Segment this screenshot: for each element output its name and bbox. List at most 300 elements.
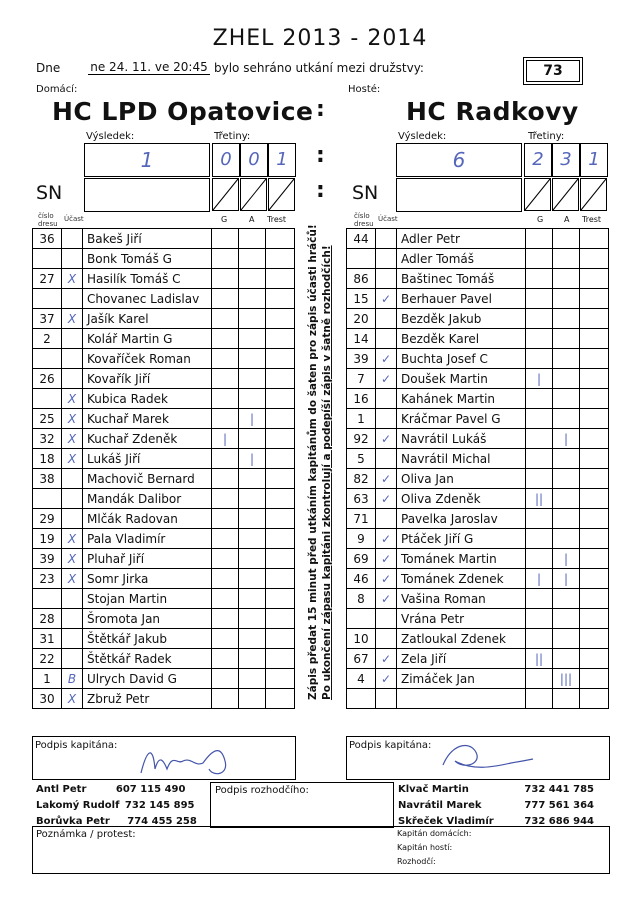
away-player-row	[347, 389, 609, 409]
player-number	[33, 249, 62, 269]
goals	[526, 609, 553, 629]
penalty	[580, 269, 609, 289]
assists	[553, 589, 580, 609]
player-name: Bezděk Karel	[397, 329, 526, 349]
attendance-mark	[62, 629, 83, 649]
home-col-dres: číslo dresu	[38, 212, 58, 228]
player-name: Pluhař Jiří	[83, 549, 212, 569]
player-name: Tománek Zdenek	[397, 569, 526, 589]
player-name: Kolář Martin G	[83, 329, 212, 349]
assists	[553, 489, 580, 509]
colon-separator: :	[316, 97, 325, 122]
assists	[239, 389, 266, 409]
player-number: 69	[347, 549, 376, 569]
player-name: Berhauer Pavel	[397, 289, 526, 309]
attendance-mark: ✓	[376, 469, 397, 489]
player-number: 46	[347, 569, 376, 589]
player-number: 23	[33, 569, 62, 589]
goals	[526, 469, 553, 489]
goals	[526, 529, 553, 549]
assists	[239, 289, 266, 309]
away-roster-table	[346, 228, 609, 709]
player-number: 7	[347, 369, 376, 389]
attendance-mark: X	[62, 429, 83, 449]
assists	[553, 289, 580, 309]
home-result-value: 1	[140, 148, 154, 172]
attendance-mark	[62, 249, 83, 269]
penalty	[580, 449, 609, 469]
attendance-mark	[376, 509, 397, 529]
player-number: 44	[347, 229, 376, 249]
penalty	[580, 609, 609, 629]
player-number: 32	[33, 429, 62, 449]
form-title: ZHEL 2013 - 2014	[212, 26, 428, 51]
assists	[239, 469, 266, 489]
home-periods-label: Třetiny:	[214, 131, 251, 142]
player-number: 9	[347, 529, 376, 549]
attendance-mark	[376, 229, 397, 249]
assists	[239, 589, 266, 609]
player-number	[347, 249, 376, 269]
player-name: Šromota Jan	[83, 609, 212, 629]
assists	[553, 689, 580, 709]
player-number: 28	[33, 609, 62, 629]
referee-sig-label: Podpis rozhodčího:	[215, 785, 309, 796]
assists	[239, 529, 266, 549]
goals	[526, 249, 553, 269]
goals	[526, 449, 553, 469]
attendance-mark: X	[62, 549, 83, 569]
note-protest-box	[32, 826, 610, 874]
assists	[553, 349, 580, 369]
assists	[553, 409, 580, 429]
home-player-row	[33, 509, 295, 529]
penalty	[580, 409, 609, 429]
player-number: 26	[33, 369, 62, 389]
away-team-name: HC Radkovy	[406, 97, 579, 126]
goals: |	[212, 429, 239, 449]
assists	[553, 329, 580, 349]
home-player-row	[33, 669, 295, 689]
player-number	[33, 489, 62, 509]
player-name: Bonk Tomáš G	[83, 249, 212, 269]
penalty	[580, 349, 609, 369]
goals: |	[526, 569, 553, 589]
player-name: Bakeš Jiří	[83, 229, 212, 249]
assists	[553, 649, 580, 669]
attendance-mark	[62, 469, 83, 489]
penalty	[266, 329, 295, 349]
attendance-mark: ✓	[376, 529, 397, 549]
assists	[239, 689, 266, 709]
home-captain-signature	[133, 739, 253, 779]
penalty	[580, 509, 609, 529]
attendance-mark: ✓	[376, 349, 397, 369]
away-player-row	[347, 529, 609, 549]
attendance-mark: X	[62, 389, 83, 409]
player-number: 92	[347, 429, 376, 449]
away-result-label: Výsledek:	[398, 131, 447, 142]
assists: |	[553, 569, 580, 589]
home-player-row	[33, 649, 295, 669]
assists	[553, 269, 580, 289]
goals: |	[526, 369, 553, 389]
player-number: 15	[347, 289, 376, 309]
player-number: 71	[347, 509, 376, 529]
home-player-row	[33, 489, 295, 509]
assists	[239, 229, 266, 249]
player-name: Chovanec Ladislav	[83, 289, 212, 309]
right-contacts	[398, 782, 594, 830]
player-name: Kovaříček Roman	[83, 349, 212, 369]
home-player-row	[33, 389, 295, 409]
attendance-mark	[62, 609, 83, 629]
player-name: Kuchař Marek	[83, 409, 212, 429]
penalty	[266, 449, 295, 469]
attendance-mark	[376, 689, 397, 709]
player-name: Vašina Roman	[397, 589, 526, 609]
away-col-a: A	[564, 215, 570, 224]
penalty	[266, 589, 295, 609]
penalty	[580, 289, 609, 309]
home-sn-periods	[212, 178, 296, 212]
attendance-mark: X	[62, 309, 83, 329]
penalty	[266, 289, 295, 309]
penalty	[266, 429, 295, 449]
attendance-mark: ✓	[376, 489, 397, 509]
referee-signature-box	[210, 782, 394, 828]
player-name	[397, 689, 526, 709]
player-number: 10	[347, 629, 376, 649]
goals	[212, 289, 239, 309]
assists	[553, 609, 580, 629]
home-captain-sig-label: Podpis kapitána:	[35, 740, 118, 751]
home-captain-signature-box	[32, 736, 296, 780]
away-player-row	[347, 229, 609, 249]
player-number: 19	[33, 529, 62, 549]
assists	[553, 529, 580, 549]
player-number	[33, 349, 62, 369]
away-sn-box	[396, 178, 522, 212]
goals	[212, 489, 239, 509]
away-player-row	[347, 489, 609, 509]
away-player-row	[347, 369, 609, 389]
player-name: Štětkář Radek	[83, 649, 212, 669]
penalty	[266, 669, 295, 689]
assists	[239, 569, 266, 589]
home-result-box	[84, 143, 210, 177]
away-sn-label: SN	[352, 182, 379, 204]
player-name: Ulrych David G	[83, 669, 212, 689]
away-col-g: G	[537, 215, 544, 224]
home-col-a: A	[249, 215, 255, 224]
home-player-row	[33, 569, 295, 589]
penalty	[580, 309, 609, 329]
player-number: 37	[33, 309, 62, 329]
final-signatures: Kapitán domácích: Kapitán hostí: Rozhodčí:	[397, 829, 472, 866]
player-name: Vrána Petr	[397, 609, 526, 629]
assists	[553, 469, 580, 489]
assists	[239, 629, 266, 649]
goals	[212, 349, 239, 369]
player-name: Oliva Zdeněk	[397, 489, 526, 509]
player-name: Zbruž Petr	[83, 689, 212, 709]
goals	[212, 449, 239, 469]
home-player-row	[33, 329, 295, 349]
attendance-mark: X	[62, 689, 83, 709]
attendance-mark	[62, 369, 83, 389]
attendance-mark	[376, 329, 397, 349]
player-name: Pala Vladimír	[83, 529, 212, 549]
penalty	[580, 489, 609, 509]
attendance-mark	[62, 509, 83, 529]
attendance-mark	[376, 449, 397, 469]
away-player-row	[347, 449, 609, 469]
attendance-mark: ✓	[376, 669, 397, 689]
player-name: Zatloukal Zdenek	[397, 629, 526, 649]
attendance-mark	[376, 309, 397, 329]
penalty	[580, 389, 609, 409]
played-text: bylo sehráno utkání mezi družstvy:	[214, 61, 424, 75]
player-name: Kráčmar Pavel G	[397, 409, 526, 429]
goals	[526, 429, 553, 449]
player-number: 1	[33, 669, 62, 689]
goals	[526, 409, 553, 429]
away-player-row	[347, 309, 609, 329]
penalty	[266, 629, 295, 649]
away-player-row	[347, 549, 609, 569]
attendance-mark	[62, 589, 83, 609]
assists	[553, 509, 580, 529]
assists	[239, 349, 266, 369]
away-captain-sig-label: Podpis kapitána:	[349, 740, 432, 751]
penalty	[266, 249, 295, 269]
away-player-row	[347, 689, 609, 709]
away-period-2: 3	[552, 143, 580, 177]
penalty	[266, 469, 295, 489]
player-name: Jašík Karel	[83, 309, 212, 329]
penalty	[266, 509, 295, 529]
away-player-row	[347, 329, 609, 349]
vertical-note-line1: Zápis předat 15 minut před utkáním kapitánům do šaten pro zápis účasti hráčů!	[307, 224, 319, 700]
assists: |	[239, 449, 266, 469]
home-col-trest: Trest	[267, 215, 287, 224]
player-number: 4	[347, 669, 376, 689]
home-sn-box	[84, 178, 210, 212]
player-name: Buchta Josef C	[397, 349, 526, 369]
attendance-mark	[62, 649, 83, 669]
assists	[239, 489, 266, 509]
player-name: Lukáš Jiří	[83, 449, 212, 469]
home-player-row	[33, 589, 295, 609]
penalty	[580, 369, 609, 389]
vertical-instructions	[306, 224, 334, 700]
goals: ||	[526, 649, 553, 669]
player-number: 31	[33, 629, 62, 649]
goals	[212, 649, 239, 669]
away-player-row	[347, 289, 609, 309]
note-protest-label: Poznámka / protest:	[36, 829, 136, 840]
attendance-mark: X	[62, 269, 83, 289]
away-col-ucast: Účast	[378, 215, 398, 223]
home-player-row	[33, 349, 295, 369]
player-number	[33, 389, 62, 409]
assists	[239, 309, 266, 329]
home-period-3: 1	[268, 143, 296, 177]
goals	[212, 669, 239, 689]
home-player-row	[33, 409, 295, 429]
attendance-mark	[62, 489, 83, 509]
assists	[239, 509, 266, 529]
home-player-row	[33, 289, 295, 309]
player-number: 27	[33, 269, 62, 289]
goals	[212, 369, 239, 389]
player-number: 16	[347, 389, 376, 409]
goals	[526, 329, 553, 349]
away-periods-label: Třetiny:	[528, 131, 565, 142]
penalty	[580, 589, 609, 609]
player-name: Ptáček Jiří G	[397, 529, 526, 549]
attendance-mark: X	[62, 449, 83, 469]
away-player-row	[347, 589, 609, 609]
attendance-mark	[62, 349, 83, 369]
goals	[212, 509, 239, 529]
player-name: Doušek Martin	[397, 369, 526, 389]
goals	[526, 629, 553, 649]
goals	[212, 689, 239, 709]
player-number: 30	[33, 689, 62, 709]
goals	[526, 689, 553, 709]
home-player-row	[33, 629, 295, 649]
left-contacts	[36, 782, 197, 830]
goals	[526, 289, 553, 309]
assists	[239, 329, 266, 349]
assists	[553, 249, 580, 269]
penalty	[580, 629, 609, 649]
home-period-2: 0	[240, 143, 268, 177]
goals	[526, 549, 553, 569]
goals	[212, 529, 239, 549]
penalty	[266, 349, 295, 369]
player-name: Kahánek Martin	[397, 389, 526, 409]
goals: ||	[526, 489, 553, 509]
attendance-mark	[376, 269, 397, 289]
vertical-note-line2: Po ukončení zápasu kapitáni zkontrolují a podepíší zápis v šatně rozhodčích!	[321, 245, 333, 700]
home-period-1: 0	[212, 143, 240, 177]
home-roster-table	[32, 228, 295, 709]
home-player-row	[33, 269, 295, 289]
away-result-value: 6	[452, 148, 466, 172]
goals	[212, 609, 239, 629]
player-name: Štětkář Jakub	[83, 629, 212, 649]
contact-row: Antl Petr 607 115 490	[36, 784, 186, 795]
attendance-mark	[62, 329, 83, 349]
assists: |	[553, 429, 580, 449]
penalty	[580, 549, 609, 569]
attendance-mark: ✓	[376, 649, 397, 669]
away-captain-signature	[433, 737, 543, 777]
home-player-row	[33, 369, 295, 389]
player-number: 25	[33, 409, 62, 429]
attendance-mark: X	[62, 529, 83, 549]
home-label: Domácí:	[36, 84, 78, 95]
away-col-dres: číslo dresu	[354, 212, 374, 228]
assists	[239, 549, 266, 569]
penalty	[266, 689, 295, 709]
player-number	[33, 589, 62, 609]
penalty	[580, 249, 609, 269]
away-player-row	[347, 249, 609, 269]
away-player-row	[347, 349, 609, 369]
goals	[212, 469, 239, 489]
player-number: 29	[33, 509, 62, 529]
player-number: 39	[347, 349, 376, 369]
away-player-row	[347, 469, 609, 489]
attendance-mark	[376, 409, 397, 429]
goals	[526, 349, 553, 369]
player-number: 5	[347, 449, 376, 469]
away-player-row	[347, 609, 609, 629]
player-number: 82	[347, 469, 376, 489]
player-name: Somr Jirka	[83, 569, 212, 589]
attendance-mark	[62, 289, 83, 309]
attendance-mark: X	[62, 409, 83, 429]
contact-row: Navrátil Marek 777 561 364	[398, 800, 594, 811]
penalty	[266, 229, 295, 249]
goals	[212, 269, 239, 289]
player-number: 63	[347, 489, 376, 509]
home-col-ucast: Účast	[64, 215, 84, 223]
assists	[553, 369, 580, 389]
penalty	[580, 229, 609, 249]
attendance-mark	[376, 609, 397, 629]
player-number: 86	[347, 269, 376, 289]
penalty	[266, 369, 295, 389]
player-number	[347, 609, 376, 629]
goals	[212, 229, 239, 249]
away-player-row	[347, 269, 609, 289]
player-number: 36	[33, 229, 62, 249]
penalty	[266, 409, 295, 429]
attendance-mark: ✓	[376, 289, 397, 309]
home-player-row	[33, 689, 295, 709]
contact-row: Borůvka Petr 774 455 258	[36, 816, 197, 827]
assists	[239, 609, 266, 629]
player-name: Kubica Radek	[83, 389, 212, 409]
assists	[239, 249, 266, 269]
player-number: 38	[33, 469, 62, 489]
player-name: Adler Tomáš	[397, 249, 526, 269]
away-player-row	[347, 509, 609, 529]
away-player-row	[347, 409, 609, 429]
penalty	[580, 689, 609, 709]
assists: |	[239, 409, 266, 429]
player-name: Bezděk Jakub	[397, 309, 526, 329]
assists	[553, 389, 580, 409]
player-number: 39	[33, 549, 62, 569]
goals	[526, 389, 553, 409]
player-name: Navrátil Lukáš	[397, 429, 526, 449]
home-player-row	[33, 309, 295, 329]
home-player-row	[33, 529, 295, 549]
home-team-name: HC LPD Opatovice	[52, 97, 314, 126]
away-player-row	[347, 429, 609, 449]
penalty	[580, 669, 609, 689]
away-period-1: 2	[524, 143, 552, 177]
goals	[212, 589, 239, 609]
attendance-mark: ✓	[376, 549, 397, 569]
penalty	[266, 649, 295, 669]
